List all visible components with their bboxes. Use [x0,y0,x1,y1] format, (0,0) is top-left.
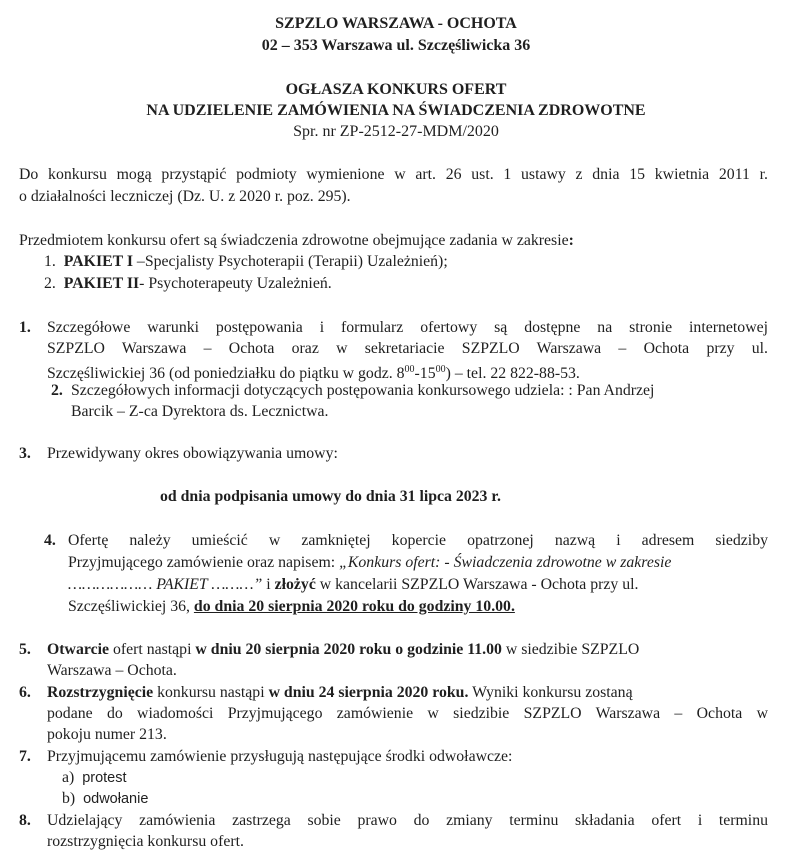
point-8-line-1: Udzielający zamówienia zastrzega sobie prawo do zmiany terminu składania ofert i terminu [47,812,768,829]
org-address: 02 – 353 Warszawa ul. Szczęśliwicka 36 [261,37,531,54]
point-3-text: Przewidywany okres obowiązywania umowy: [47,445,338,462]
intro-line-2: o działalności leczniczej (Dz. U. z 2020 r. poz. 295). [19,188,351,205]
point-1-line-3: Szczęśliwickiej 36 (od poniedziałku do piątku w godz. $8^{00}-15^{00}$) – tel. 22 822-88-53. [47,364,580,382]
org-name: SZPZLO WARSZAWA - OCHOTA [275,15,517,32]
point-1-number: 1. [19,319,31,336]
point-6-line-2: podane do wiadomości Przyjmującego zamówienie w siedzibie SZPZLO Warszawa – Ochota w [47,705,768,722]
point-5-line-2: Warszawa – Ochota. [47,662,177,679]
point-8-number: 8. [19,812,31,829]
point-4-line-4: Szczęśliwickiej 36, do dnia 20 sierpnia 2020 roku do godziny 10.00. [68,598,515,615]
point-3-number: 3. [19,445,31,462]
package-item-1: 1. PAKIET I –Specjalisty Psychoterapii (Terapii) Uzależnień); [44,253,448,270]
point-1-line-1: Szczegółowe warunki postępowania i formularz ofertowy są dostępne na stronie internetowej [47,319,768,336]
point-4-line-2: Przyjmującego zamówienie oraz napisem: „Konkurs ofert: - Świadczenia zdrowotne w zakresie [68,554,672,571]
point-2-number: 2. [51,382,63,399]
intro-line-1: Do konkursu mogą przystąpić podmioty wymienione w art. 26 ust. 1 ustawy z dnia 15 kwietnia 2011 r. [19,166,768,183]
point-6-number: 6. [19,684,31,701]
point-1-line-2: SZPZLO Warszawa – Ochota oraz w sekretariacie SZPZLO Warszawa – Ochota przy ul. [47,340,768,357]
point-4-number: 4. [44,532,56,549]
point-4-line-3: ……………… PAKIET ………” i złożyć w kancelarii SZPZLO Warszawa - Ochota przy ul. [68,576,639,593]
announcement-subtitle: NA UDZIELENIE ZAMÓWIENIA NA ŚWIADCZENIA ZDROWOTNE [146,102,646,119]
remedy-item-a: a) protest [62,769,127,786]
point-5-line-1: Otwarcie ofert nastąpi w dniu 20 sierpnia 2020 roku o godzinie 11.00 w siedzibie SZPZLO [47,641,640,658]
point-2-line-1: Szczegółowych informacji dotyczących postępowania konkursowego udziela: : Pan Andrzej [71,382,655,399]
contract-period: od dnia podpisania umowy do dnia 31 lipca 2023 r. [160,488,501,505]
point-4-line-1: Ofertę należy umieścić w zamkniętej kopercie opatrzonej nazwą i adresem siedziby [68,532,768,549]
point-5-number: 5. [19,641,31,658]
remedy-item-b: b) odwołanie [62,790,149,807]
point-6-line-1: Rozstrzygnięcie konkursu nastąpi w dniu 24 sierpnia 2020 roku. Wyniki konkursu zostaną [47,684,633,701]
point-7-number: 7. [19,748,31,765]
subject-text: Przedmiotem konkursu ofert są świadczenia zdrowotne obejmujące zadania w zakresie: [19,232,574,249]
point-8-line-2: rozstrzygnięcia konkursu ofert. [47,833,244,850]
point-2-line-2: Barcik – Z-ca Dyrektora ds. Lecznictwa. [71,403,329,420]
reference-number: Spr. nr ZP-2512-27-MDM/2020 [293,123,499,140]
point-7-text: Przyjmującemu zamówienie przysługują następujące środki odwoławcze: [47,748,513,765]
package-item-2: 2. PAKIET II- Psychoterapeuty Uzależnień. [44,275,332,292]
announcement-title: OGŁASZA KONKURS OFERT [285,81,507,98]
point-6-line-3: pokoju numer 213. [47,726,167,743]
